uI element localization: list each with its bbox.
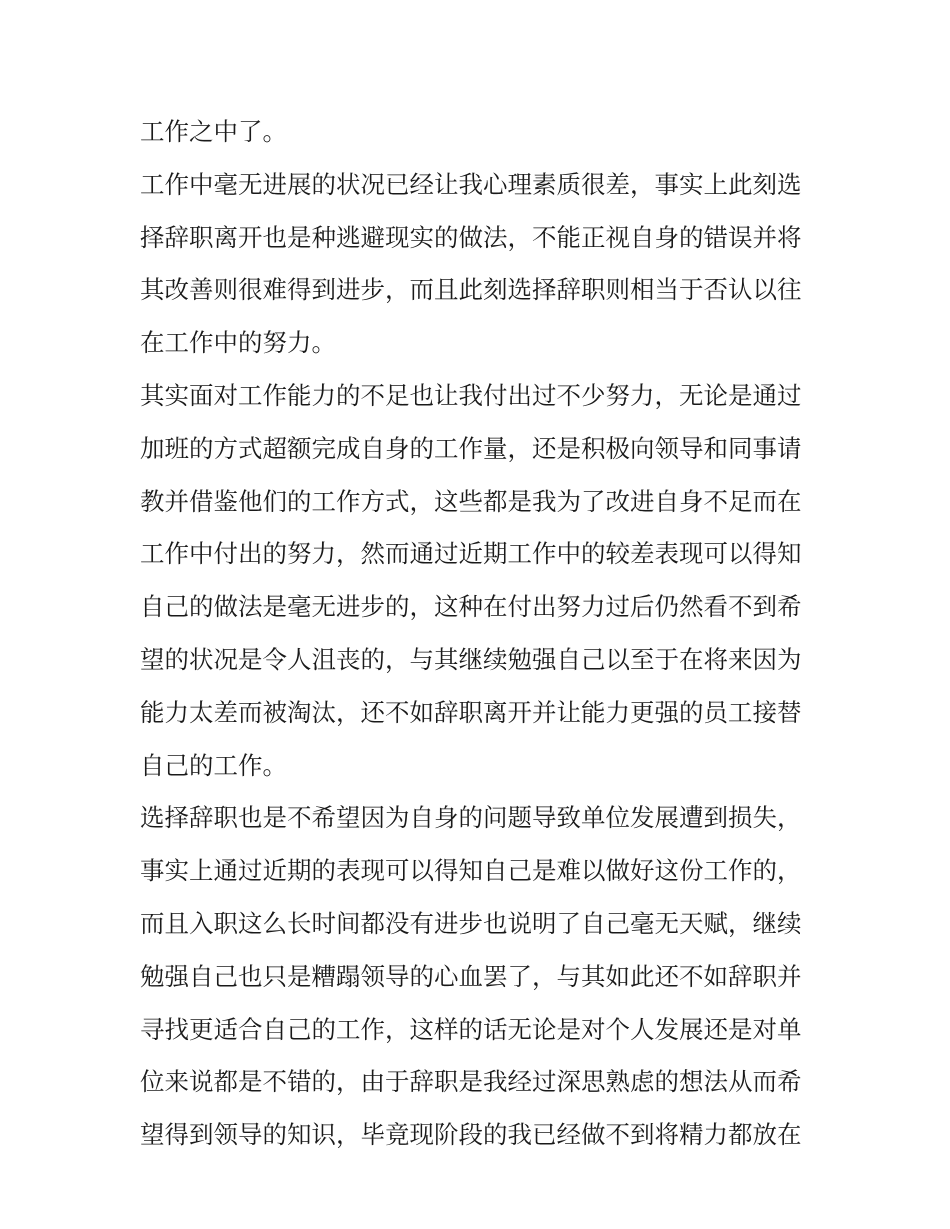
text-line: 自己的做法是毫无进步的，这种在付出努力过后仍然看不到希 [140, 592, 802, 622]
text-line: 而且入职这么长时间都没有进步也说明了自己毫无天赋，继续 [140, 908, 802, 938]
text-line: 事实上通过近期的表现可以得知自己是难以做好这份工作的， [140, 856, 802, 886]
text-line: 能力太差而被淘汰，还不如辞职离开并让能力更强的员工接替 [140, 697, 802, 727]
text-line: 选择辞职也是不希望因为自身的问题导致单位发展遭到损失， [140, 803, 802, 833]
text-line: 寻找更适合自己的工作，这样的话无论是对个人发展还是对单 [140, 1014, 802, 1044]
text-line: 勉强自己也只是糟蹋领导的心血罢了，与其如此还不如辞职并 [140, 961, 802, 991]
text-line: 工作中毫无进展的状况已经让我心理素质很差，事实上此刻选 [140, 169, 802, 199]
text-line: 望的状况是令人沮丧的，与其继续勉强自己以至于在将来因为 [140, 644, 802, 674]
text-line: 其改善则很难得到进步，而且此刻选择辞职则相当于否认以往 [140, 275, 802, 305]
text-line: 位来说都是不错的，由于辞职是我经过深思熟虑的想法从而希 [140, 1067, 802, 1097]
text-line: 教并借鉴他们的工作方式，这些都是我为了改进自身不足而在 [140, 486, 802, 516]
text-line: 加班的方式超额完成自身的工作量，还是积极向领导和同事请 [140, 433, 802, 463]
document-body [140, 106, 820, 1162]
text-line: 在工作中的努力。 [140, 328, 336, 358]
text-line: 择辞职离开也是种逃避现实的做法，不能正视自身的错误并将 [140, 222, 802, 252]
text-line: 工作之中了。 [140, 117, 287, 146]
text-line: 其实面对工作能力的不足也让我付出过不少努力，无论是通过 [140, 380, 802, 410]
text-line: 望得到领导的知识，毕竟现阶段的我已经做不到将精力都放在 [140, 1120, 802, 1150]
text-line: 自己的工作。 [140, 750, 287, 780]
text-line: 工作中付出的努力，然而通过近期工作中的较差表现可以得知 [140, 539, 802, 569]
